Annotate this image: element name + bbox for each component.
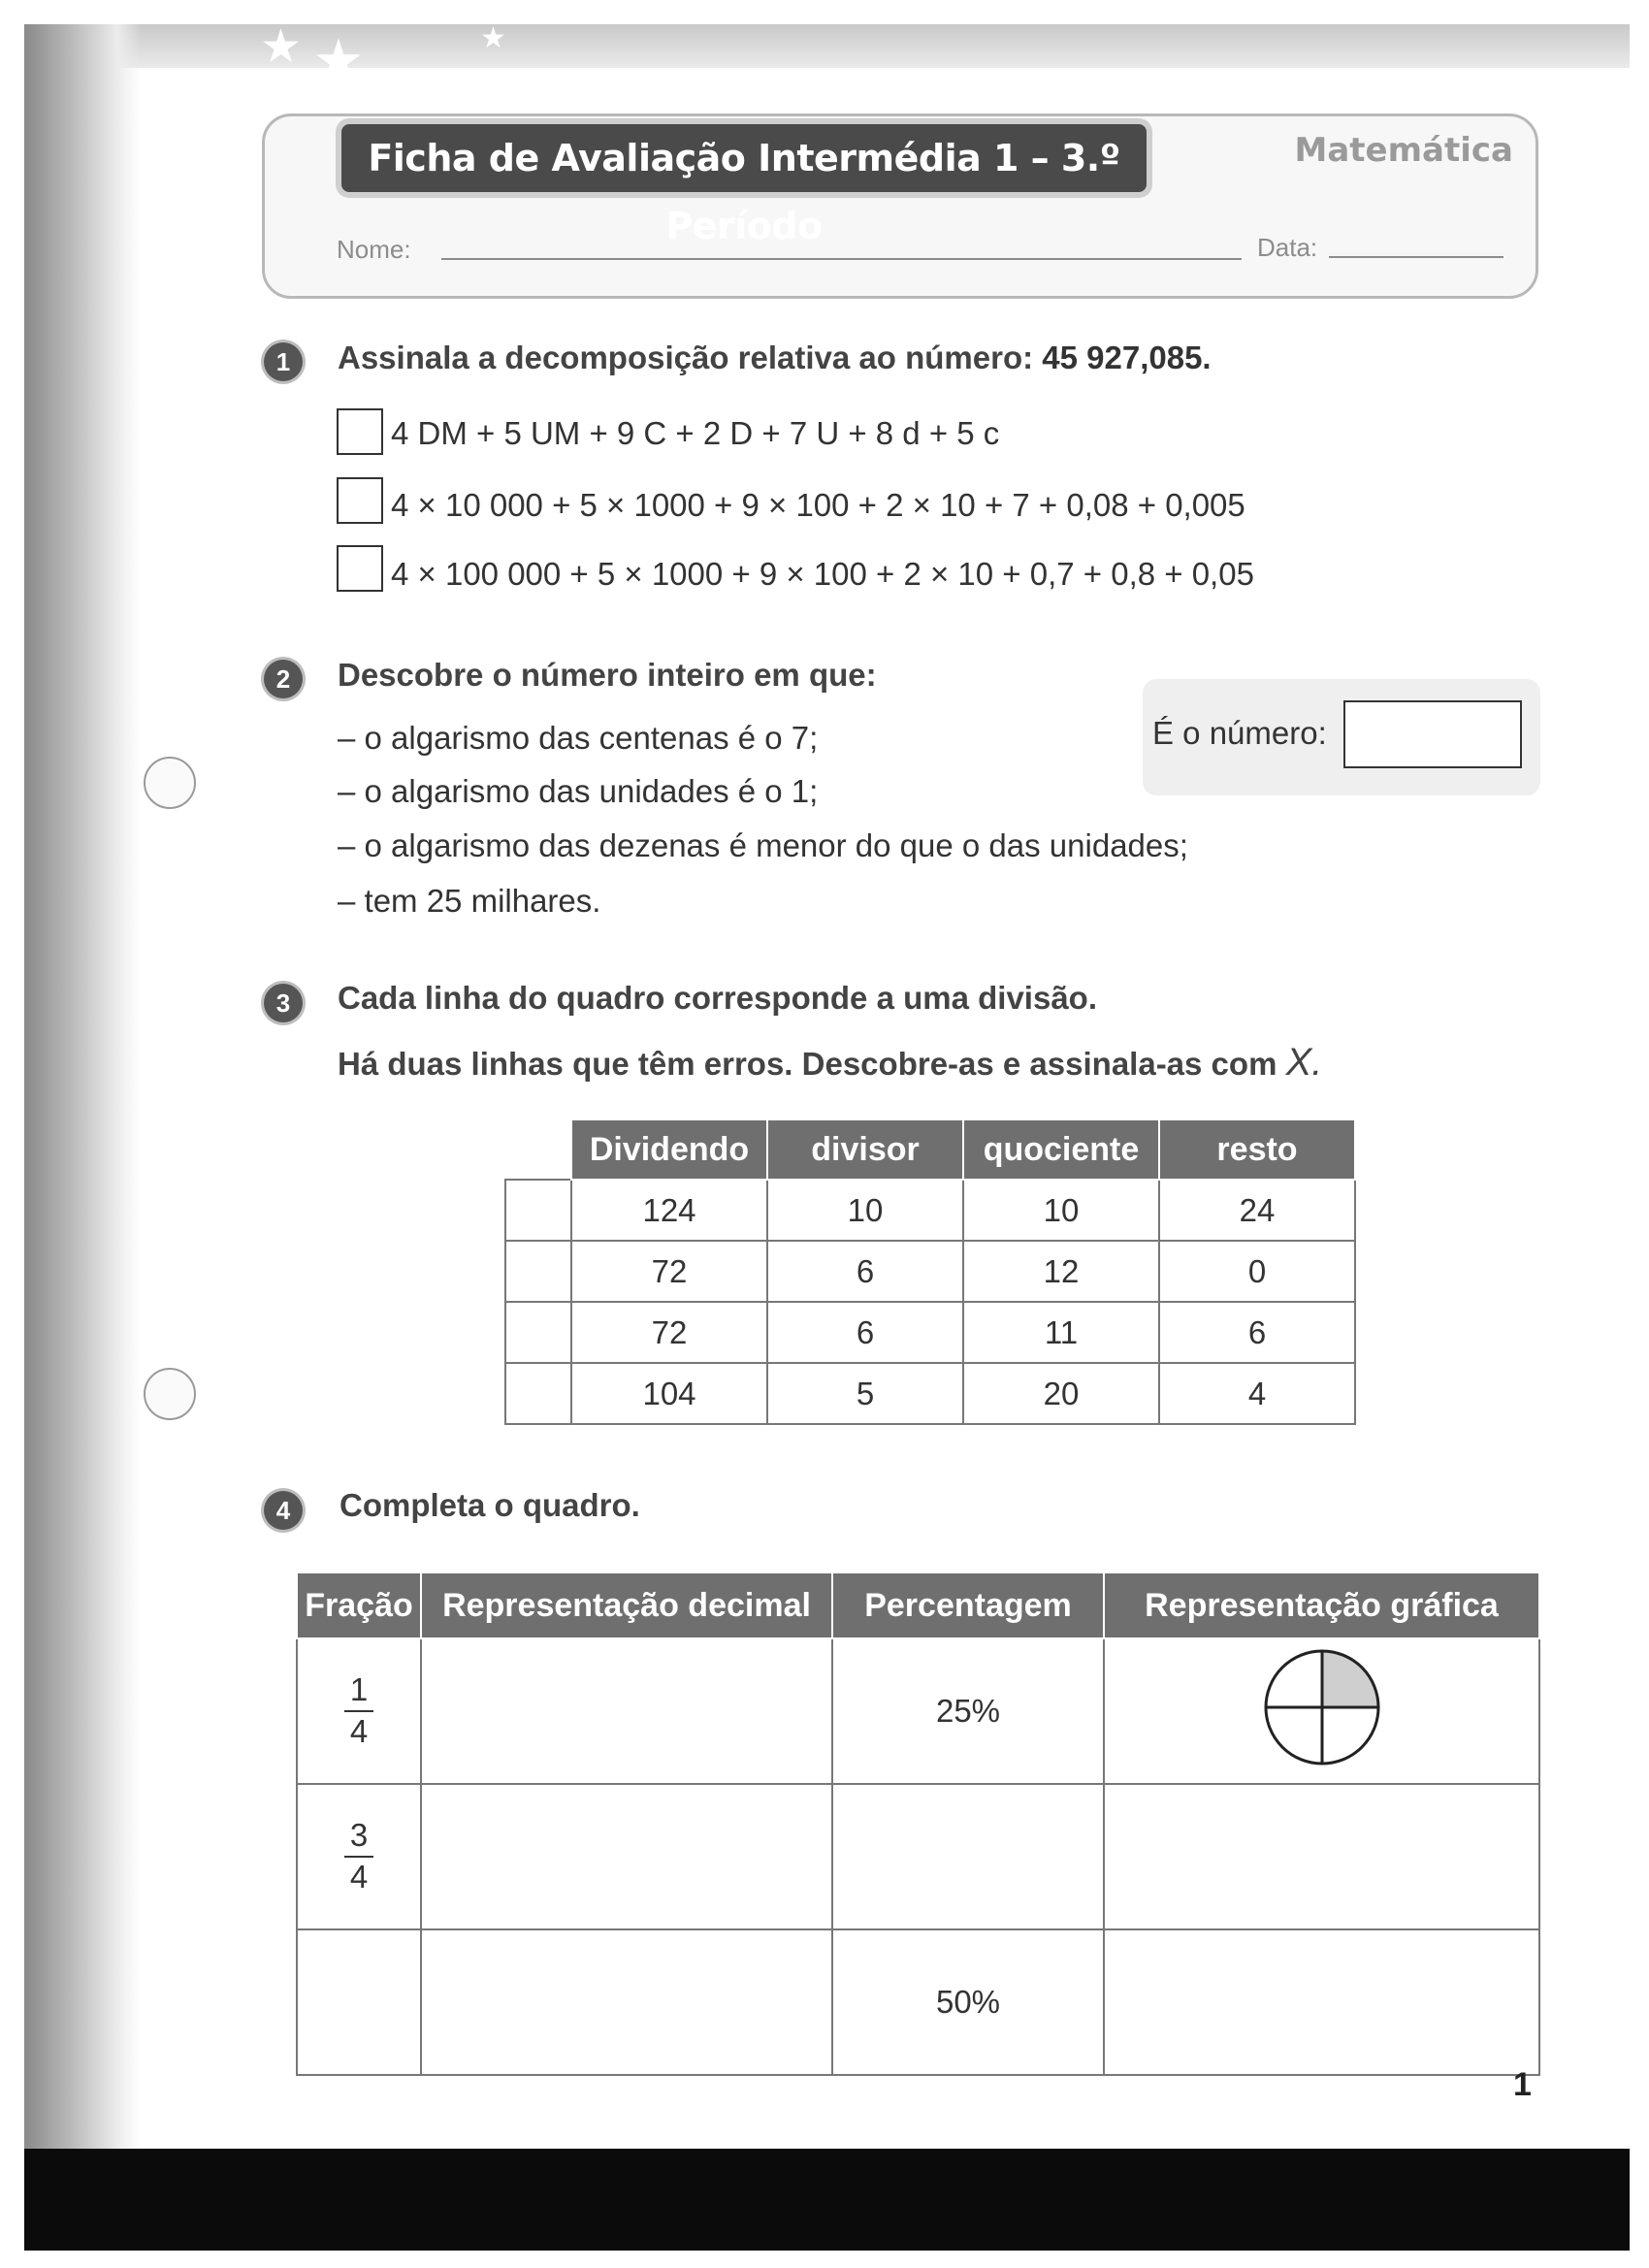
table-row [505, 1180, 1355, 1241]
divisor-cell: 6 [767, 1302, 963, 1363]
fraction [344, 1818, 373, 1895]
question-2-prompt: Descobre o número inteiro em que: [338, 657, 877, 693]
remainder-cell: 4 [1159, 1363, 1355, 1424]
answer-label: É o número: [1152, 715, 1327, 751]
fraction-cell[interactable] [297, 1929, 421, 2075]
clue-line: – tem 25 milhares. [338, 883, 601, 919]
divisor-cell: 5 [767, 1363, 963, 1424]
column-header: divisor [767, 1119, 963, 1180]
fraction [344, 1672, 373, 1749]
question-3-prompt-line-2 [338, 1041, 1322, 1085]
question-3-number: 3 [264, 984, 303, 1022]
numerator: 1 [349, 1671, 369, 1708]
clue-line: – o algarismo das dezenas é menor do que o das unidades; [338, 827, 1188, 863]
question-1-prompt [338, 340, 1212, 376]
clue-line: – o algarismo das unidades é o 1; [338, 773, 819, 809]
column-header: Representação gráfica [1104, 1572, 1539, 1638]
quotient-cell: 10 [963, 1180, 1159, 1241]
fraction-bar [344, 1856, 373, 1858]
table-row [505, 1363, 1355, 1424]
fraction-cell [297, 1784, 421, 1929]
graphic-cell [1104, 1638, 1539, 1784]
question-1-prompt-text: Assinala a decomposição relativa ao número: [338, 340, 1043, 375]
star-icon: ★ [480, 21, 506, 55]
dividend-cell: 124 [571, 1180, 767, 1241]
question-4-number: 4 [264, 1491, 303, 1530]
divisor-cell: 6 [767, 1241, 963, 1302]
date-label: Data: [1257, 233, 1318, 262]
fraction-table [296, 1571, 1540, 2076]
decimal-cell[interactable] [421, 1929, 832, 2075]
option-checkbox[interactable] [337, 477, 383, 524]
table-row [297, 1638, 1539, 1784]
column-header: resto [1159, 1119, 1355, 1180]
quarter-circle-graphic [1259, 1644, 1385, 1770]
fraction-cell [297, 1638, 421, 1784]
option-text: 4 × 10 000 + 5 × 1000 + 9 × 100 + 2 × 10 + 7 + 0,08 + 0,005 [391, 487, 1245, 523]
decimal-cell[interactable] [421, 1784, 832, 1929]
mark-column-header [505, 1119, 571, 1180]
worksheet-title: Ficha de Avaliação Intermédia 1 – 3.º Período [341, 124, 1147, 192]
table-header-row [297, 1572, 1539, 1638]
denominator: 4 [349, 1858, 369, 1895]
page-number: 1 [1513, 2066, 1532, 2103]
table-row [297, 1929, 1539, 2075]
fraction-bar [344, 1710, 373, 1712]
percent-cell: 50% [832, 1929, 1104, 2075]
side-margin-text [157, 1775, 171, 2086]
column-header: quociente [963, 1119, 1159, 1180]
numerator: 3 [349, 1817, 369, 1854]
option-checkbox[interactable] [337, 545, 383, 592]
dividend-cell: 72 [571, 1302, 767, 1363]
quotient-cell: 12 [963, 1241, 1159, 1302]
name-label: Nome: [337, 235, 411, 264]
division-table [504, 1118, 1356, 1425]
option-text: 4 × 100 000 + 5 × 1000 + 9 × 100 + 2 × 10 + 0,7 + 0,8 + 0,05 [391, 556, 1254, 592]
mark-cell[interactable] [505, 1241, 571, 1302]
table-row [297, 1784, 1539, 1929]
option-checkbox[interactable] [337, 408, 383, 455]
scan-bottom-band [24, 2149, 1630, 2251]
question-3-prompt-text: Há duas linhas que têm erros. Descobre-as e assinala-as com [338, 1046, 1286, 1082]
graphic-cell[interactable] [1104, 1784, 1539, 1929]
star-icon: ★ [260, 19, 303, 74]
question-2-number: 2 [264, 660, 303, 698]
column-header: Dividendo [571, 1119, 767, 1180]
binder-hole [144, 757, 196, 809]
star-icon: ★ [312, 27, 365, 95]
remainder-cell: 6 [1159, 1302, 1355, 1363]
scan-left-shadow [24, 24, 141, 2158]
column-header: Percentagem [832, 1572, 1104, 1638]
table-row [505, 1241, 1355, 1302]
mark-cell[interactable] [505, 1302, 571, 1363]
denominator: 4 [349, 1712, 369, 1749]
quotient-cell: 11 [963, 1302, 1159, 1363]
remainder-cell: 24 [1159, 1180, 1355, 1241]
question-1-number: 1 [264, 342, 303, 381]
binder-hole [144, 1368, 196, 1420]
subject-label: Matemática [1294, 131, 1513, 170]
question-3-prompt-line-1: Cada linha do quadro corresponde a uma divisão. [338, 980, 1097, 1016]
column-header: Fração [297, 1572, 421, 1638]
quotient-cell: 20 [963, 1363, 1159, 1424]
table-row [505, 1302, 1355, 1363]
decimal-cell[interactable] [421, 1638, 832, 1784]
x-mark-symbol: X. [1285, 1041, 1323, 1084]
name-field[interactable] [441, 258, 1242, 260]
table-header-row [505, 1119, 1355, 1180]
option-text: 4 DM + 5 UM + 9 C + 2 D + 7 U + 8 d + 5 c [391, 415, 1000, 451]
dividend-cell: 104 [571, 1363, 767, 1424]
graphic-cell[interactable] [1104, 1929, 1539, 2075]
dividend-cell: 72 [571, 1241, 767, 1302]
mark-cell[interactable] [505, 1363, 571, 1424]
answer-input[interactable] [1343, 700, 1522, 768]
date-field[interactable] [1329, 256, 1504, 258]
remainder-cell: 0 [1159, 1241, 1355, 1302]
divisor-cell: 10 [767, 1180, 963, 1241]
percent-cell[interactable] [832, 1784, 1104, 1929]
clue-line: – o algarismo das centenas é o 7; [338, 720, 819, 756]
column-header: Representação decimal [421, 1572, 832, 1638]
question-1-target-number: 45 927,085. [1042, 340, 1212, 375]
question-4-prompt: Completa o quadro. [340, 1487, 640, 1523]
mark-cell[interactable] [505, 1180, 571, 1241]
percent-cell: 25% [832, 1638, 1104, 1784]
